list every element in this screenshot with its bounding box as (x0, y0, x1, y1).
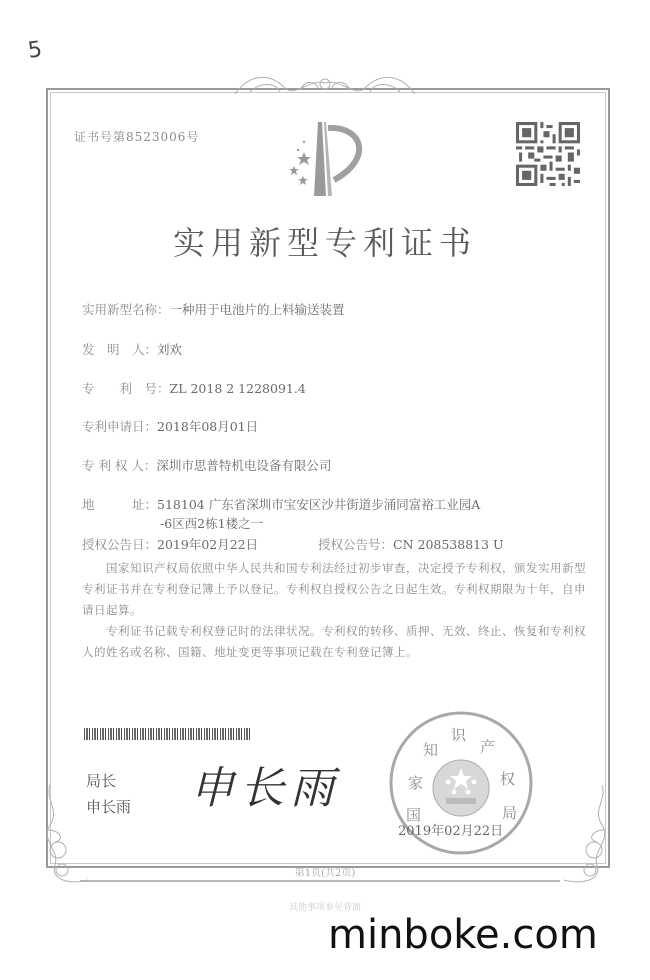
field-label: 专 利 号： (82, 381, 170, 396)
legal-status-paragraph: 专利证书记载专利权登记时的法律状况。专利权的转移、质押、无效、终止、恢复和专利权人的姓名或名称、国籍、地址变更等事项记载在专利登记簿上。 (82, 624, 586, 659)
field-value: CN 208538813 U (393, 537, 504, 552)
field-value: 2019年02月22日 (157, 537, 259, 552)
field-address (82, 495, 480, 513)
site-watermark: minboke.com (328, 912, 598, 958)
svg-text:局: 局 (502, 804, 518, 822)
field-grant-announcement-date (82, 535, 258, 553)
cnipa-logo-icon (282, 118, 372, 200)
field-value: 一种用于电池片的上料输送装置 (169, 302, 345, 317)
signatory-name: 申长雨 (86, 798, 132, 816)
field-label: 授权公告号： (318, 537, 394, 552)
field-value: 2018年08月01日 (157, 419, 259, 434)
svg-text:识: 识 (451, 726, 467, 744)
qr-code-icon (516, 122, 580, 186)
field-label: 实用新型名称： (82, 302, 170, 317)
field-label: 地 址： (82, 497, 158, 512)
field-grant-announcement-number (318, 535, 504, 553)
grant-statement-paragraph: 国家知识产权局依照中华人民共和国专利法经过初步审查，决定授予专利权，颁发实用新型专利证书并在专利登记簿上予以登记。专利权自授权公告之日起生效。专利权期限为十年，自申请日起算。 (82, 561, 586, 617)
field-address-line2: -6区西2栋1楼之一 (160, 516, 264, 531)
field-value: 深圳市思普特机电设备有限公司 (156, 458, 332, 473)
field-value: ZL 2018 2 1228091.4 (169, 381, 306, 396)
field-value: 518104 广东省深圳市宝安区沙井街道步涌同富裕工业园A (157, 497, 481, 512)
certificate-title: 实用新型专利证书 (172, 224, 477, 262)
seal-date: 2019年02月22日 (398, 824, 504, 839)
svg-text:家: 家 (408, 774, 424, 792)
bottom-rule (80, 880, 560, 882)
svg-text:权: 权 (500, 770, 516, 788)
field-patent-number (82, 379, 306, 397)
field-value: 刘欢 (157, 342, 183, 357)
svg-text:国: 国 (406, 806, 422, 824)
field-label: 专利申请日： (82, 419, 158, 434)
field-application-date (82, 417, 258, 435)
certificate-number: 证书号第8523006号 (74, 130, 200, 144)
svg-text:知: 知 (423, 741, 439, 759)
field-label: 发 明 人： (82, 342, 158, 357)
handwritten-signature: 申长雨 (190, 763, 340, 814)
handwritten-mark: 5 (26, 37, 44, 64)
field-label: 授权公告日： (82, 537, 158, 552)
top-ornament-icon (230, 68, 420, 102)
signatory-title: 局长 (86, 772, 117, 790)
barcode-icon (84, 728, 252, 740)
field-label: 专 利 权 人： (82, 458, 157, 473)
field-utility-model-name (82, 300, 345, 318)
field-inventor (82, 340, 182, 358)
svg-text:产: 产 (480, 738, 496, 756)
page-number: 第1页(共2页) (294, 868, 356, 879)
footer-note: 其他事项参见背面 (288, 903, 361, 913)
field-patentee (82, 456, 331, 474)
